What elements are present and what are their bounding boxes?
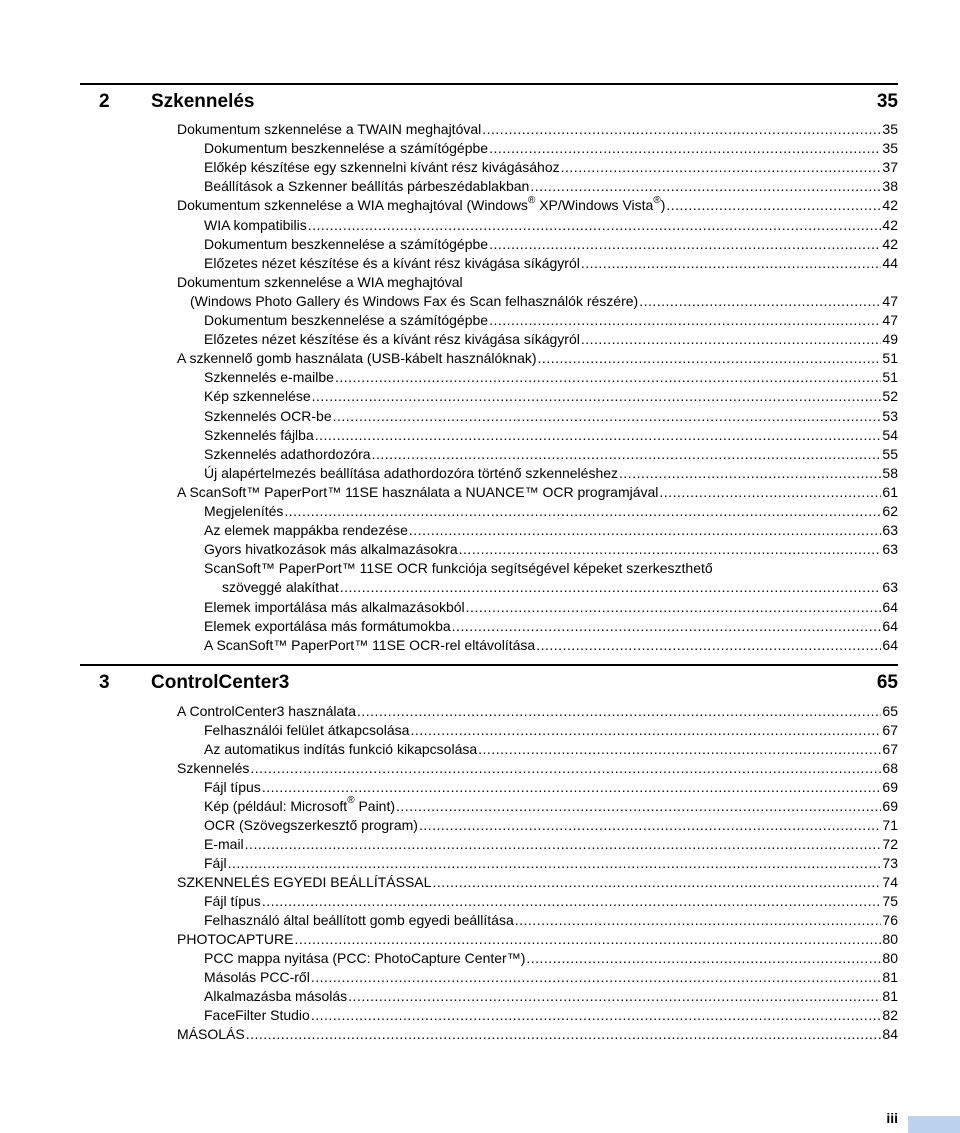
- toc-entry-text: Az elemek mappákba rendezése: [204, 522, 408, 539]
- toc-entry-page: 61: [882, 483, 898, 500]
- toc-entry[interactable]: [204, 598, 898, 617]
- dot-leader: [246, 1025, 882, 1044]
- toc-entry-text: Előzetes nézet készítése és a kívánt rész kivágása síkágyról: [204, 254, 580, 271]
- dot-leader: [311, 1006, 882, 1025]
- toc-entry-page: 63: [882, 579, 898, 596]
- toc-entry[interactable]: [177, 1025, 898, 1044]
- dot-leader: [250, 759, 881, 778]
- toc-entry-text: E-mail: [204, 836, 244, 852]
- toc-entry-page: 42: [882, 235, 898, 252]
- toc-entry[interactable]: [204, 502, 898, 521]
- toc-entry-page: 47: [882, 312, 898, 328]
- toc-entry[interactable]: [204, 835, 898, 854]
- toc-entry-title: [204, 311, 488, 330]
- toc-entry-text: Fájl típus: [204, 893, 261, 909]
- toc-entry-title: [204, 387, 311, 406]
- toc-entry[interactable]: [177, 873, 898, 892]
- toc-entry-page: 74: [882, 874, 898, 890]
- toc-entry[interactable]: [177, 273, 898, 292]
- toc-entry-title: [204, 254, 580, 273]
- toc-entry-text: Szkennelés fájlba: [204, 426, 314, 443]
- toc-entry[interactable]: [204, 177, 898, 196]
- toc-entry-title: [204, 521, 408, 540]
- toc-entry-text: PHOTOCAPTURE: [177, 931, 294, 947]
- toc-entry-page: 51: [882, 350, 898, 367]
- toc-entry-title: [204, 911, 514, 930]
- toc-entry-text: A ScanSoft™ PaperPort™ 11SE OCR-rel eltávolítása: [204, 636, 536, 653]
- registered-mark: ®: [347, 795, 355, 807]
- dot-leader: [228, 854, 882, 873]
- toc-entry-page: 49: [882, 331, 898, 348]
- toc-entry-title: [204, 949, 525, 968]
- toc-entry-page: 64: [882, 598, 898, 615]
- toc-entry-page: 73: [882, 855, 898, 871]
- toc-entry[interactable]: [204, 987, 898, 1006]
- toc-entry-title: [204, 617, 451, 636]
- dot-leader: [294, 930, 881, 949]
- chapter-title: ControlCenter3: [151, 672, 290, 693]
- toc-entry[interactable]: [177, 759, 898, 778]
- chapter-page: 65: [876, 672, 898, 693]
- toc-entry-title: [177, 873, 431, 892]
- page-tab-marker: [908, 1116, 960, 1133]
- dot-leader: [538, 349, 882, 368]
- toc-entry-page: 67: [882, 722, 898, 738]
- toc-entry[interactable]: [204, 968, 898, 987]
- toc-entry[interactable]: [204, 617, 898, 636]
- toc-entry[interactable]: [204, 949, 898, 968]
- dot-leader: [284, 502, 881, 521]
- toc-entry-title: [204, 426, 314, 445]
- dot-leader: [536, 636, 881, 655]
- dot-leader: [333, 407, 882, 426]
- toc-entry-text: Új alapértelmezés beállítása adathordozóra történő szkenneléshez: [204, 464, 619, 481]
- toc-entry-title: [204, 987, 347, 1006]
- toc-entry-text: Az automatikus indítás funkció kikapcsolása: [204, 741, 478, 757]
- dot-leader: [419, 816, 881, 835]
- toc-entry-page: 69: [882, 798, 898, 814]
- dot-leader: [666, 196, 881, 215]
- dot-leader: [478, 740, 881, 759]
- toc-entry-text: Dokumentum beszkennelése a számítógépbe: [204, 235, 489, 252]
- toc-entry[interactable]: [204, 740, 898, 759]
- toc-entry-page: 37: [882, 159, 898, 176]
- toc-entry[interactable]: [204, 158, 898, 177]
- dot-leader: [432, 873, 881, 892]
- toc-entry-page: 62: [882, 503, 898, 519]
- toc-entry[interactable]: [177, 120, 898, 139]
- toc-entry-page: 69: [882, 779, 898, 795]
- page-number: iii: [886, 1110, 898, 1126]
- toc-entry-title: [190, 292, 638, 311]
- toc-entry[interactable]: [204, 559, 898, 578]
- dot-leader: [619, 464, 881, 483]
- toc-entry-title: [204, 740, 477, 759]
- toc-entry-text: (Windows Photo Gallery és Windows Fax és Scan felhasználók részére): [190, 292, 639, 309]
- toc-entry-title: [177, 120, 481, 139]
- toc-entry[interactable]: [177, 483, 898, 502]
- dot-leader: [526, 949, 881, 968]
- toc-entry-title: [204, 636, 535, 655]
- toc-entry-page: 52: [882, 388, 898, 405]
- toc-entry-title: [204, 1006, 310, 1025]
- toc-entry-text: Dokumentum szkennelése a WIA meghajtóval: [177, 273, 463, 290]
- toc-entry-page: 81: [882, 969, 898, 985]
- toc-entry-title: [204, 216, 307, 235]
- toc-entry-title: [222, 578, 339, 597]
- toc-entry-page: 54: [882, 426, 898, 443]
- toc-entry[interactable]: [177, 930, 898, 949]
- toc-entry-text: Előzetes nézet készítése és a kívánt rész kivágása síkágyról: [204, 331, 580, 348]
- registered-mark: ®: [527, 194, 536, 206]
- toc-entry-page: 67: [882, 741, 898, 757]
- toc-entry-title: [204, 721, 409, 740]
- toc-entry-page: 65: [882, 703, 898, 719]
- dot-leader: [581, 330, 882, 349]
- dot-leader: [308, 216, 882, 235]
- dot-leader: [262, 892, 882, 911]
- toc-entry[interactable]: [204, 387, 898, 406]
- toc-entry[interactable]: [204, 330, 898, 349]
- toc-entry[interactable]: [222, 578, 898, 597]
- toc-entry-page: 47: [882, 292, 898, 309]
- toc-entry-page: 38: [882, 178, 898, 195]
- toc-entry-text: ScanSoft™ PaperPort™ 11SE OCR funkciója segítségével képeket szerkeszthető: [204, 560, 713, 577]
- toc-entry-page: 81: [882, 988, 898, 1004]
- toc-entry[interactable]: [204, 892, 898, 911]
- dot-leader: [315, 426, 882, 445]
- toc-entry-text: Szkennelés: [177, 760, 250, 776]
- toc-entry-text: Beállítások a Szkenner beállítás párbeszédablakban: [204, 178, 530, 195]
- toc-entry-page: 35: [882, 140, 898, 157]
- dot-leader: [452, 617, 882, 636]
- dot-leader: [348, 987, 881, 1006]
- dot-leader: [489, 311, 881, 330]
- toc-entry-text: FaceFilter Studio: [204, 1007, 310, 1023]
- toc-entry-page: 75: [882, 893, 898, 909]
- toc-entry-text: Alkalmazásba másolás: [204, 988, 348, 1004]
- dot-leader: [639, 292, 881, 311]
- toc-entry-title: [204, 139, 488, 158]
- toc-entry-text: Gyors hivatkozások más alkalmazásokra: [204, 541, 458, 558]
- toc-entry-title: [177, 759, 249, 778]
- toc-entry-title: [204, 835, 244, 854]
- toc-entry-text: OCR (Szövegszerkesztő program): [204, 817, 418, 833]
- toc-entry-title: [204, 368, 334, 387]
- toc-entry-page: 84: [882, 1026, 898, 1042]
- toc-entry-text: XP/Windows Vista: [535, 197, 654, 214]
- dot-leader: [515, 911, 882, 930]
- toc-entry-text: A szkennelő gomb használata (USB-kábelt használóknak): [177, 350, 537, 367]
- toc-entry[interactable]: [190, 292, 898, 311]
- chapter-rule: [80, 664, 898, 666]
- toc-entry-page: 53: [882, 407, 898, 424]
- toc-entry-title: [204, 177, 529, 196]
- toc-entry[interactable]: [177, 196, 898, 215]
- dot-leader: [482, 120, 881, 139]
- toc-entry-text: Kép szkennelése: [204, 388, 311, 405]
- toc-entry-title: [177, 1025, 245, 1044]
- toc-entry-text: szöveggé alakíthat: [222, 579, 339, 596]
- toc-entry-text: A ControlCenter3 használata: [177, 703, 356, 719]
- toc-entry-title: [204, 816, 418, 835]
- toc-entry-title: [204, 892, 261, 911]
- dot-leader: [312, 387, 882, 406]
- toc-entry-text: Dokumentum szkennelése a TWAIN meghajtóval: [177, 121, 482, 137]
- toc-entry[interactable]: [204, 521, 898, 540]
- toc-entry-title: [204, 502, 283, 521]
- toc-entry[interactable]: [204, 464, 898, 483]
- toc-entry-text: Paint): [354, 798, 396, 814]
- toc-entry-title: [204, 968, 310, 987]
- toc-entry-page: 76: [882, 912, 898, 928]
- toc-entry-text: Elemek exportálása más formátumokba: [204, 617, 451, 634]
- toc-entry[interactable]: [204, 368, 898, 387]
- toc-entry-page: 55: [882, 445, 898, 462]
- toc-entry-page: 44: [882, 254, 898, 271]
- toc-entry-title: [204, 854, 227, 873]
- toc-entry-title: [204, 464, 618, 483]
- toc-entry-title: [177, 349, 537, 368]
- toc-entry-text: Kép (például: Microsoft: [204, 798, 348, 814]
- toc-entry-title: [204, 778, 261, 797]
- chapter-number: 3: [99, 672, 110, 693]
- toc-entry-page: 63: [882, 541, 898, 558]
- dot-leader: [459, 540, 882, 559]
- toc-entry[interactable]: [204, 540, 898, 559]
- dot-leader: [410, 721, 881, 740]
- toc-entry-text: Felhasználói felület átkapcsolása: [204, 722, 410, 738]
- dot-leader: [530, 177, 881, 196]
- toc-entry-title: [204, 330, 580, 349]
- toc-entry-text: MÁSOLÁS: [177, 1026, 245, 1042]
- dot-leader: [335, 368, 881, 387]
- toc-entry-title: [177, 930, 293, 949]
- toc-entry-title: [204, 407, 332, 426]
- toc-entry-page: 72: [882, 836, 898, 852]
- toc-entry-page: 42: [882, 197, 898, 214]
- toc-entry-page: 71: [882, 817, 898, 833]
- toc-entry-title: [177, 702, 356, 721]
- toc-entry-page: 68: [882, 760, 898, 776]
- toc-entry-page: 64: [882, 617, 898, 634]
- chapter-page: 35: [876, 91, 898, 112]
- toc-entry[interactable]: [204, 254, 898, 273]
- dot-leader: [340, 578, 882, 597]
- toc-entry-text: Szkennelés OCR-be: [204, 407, 332, 424]
- toc-entry-page: 42: [882, 216, 898, 233]
- toc-entry[interactable]: [204, 778, 898, 797]
- toc-entry-title: [204, 540, 458, 559]
- toc-entry-text: PCC mappa nyitása (PCC: PhotoCapture Center™): [204, 950, 526, 966]
- toc-entry[interactable]: [204, 235, 898, 254]
- toc-entry-title: [204, 235, 488, 254]
- toc-entry-title: [204, 158, 560, 177]
- toc-entry-title: [204, 559, 713, 578]
- toc-entry-text: Dokumentum beszkennelése a számítógépbe: [204, 312, 489, 328]
- toc-entry-text: Előkép készítése egy szkennelni kívánt rész kivágásához: [204, 159, 560, 176]
- chapter-number: 2: [99, 91, 110, 112]
- dot-leader: [581, 254, 882, 273]
- toc-entry[interactable]: [177, 349, 898, 368]
- toc-entry[interactable]: [204, 816, 898, 835]
- toc-entry-page: 63: [882, 522, 898, 539]
- toc-entry-page: 35: [882, 121, 898, 137]
- toc-entry-text: ): [660, 197, 666, 214]
- toc-entry-page: 80: [882, 931, 898, 947]
- toc-entry[interactable]: [204, 797, 898, 816]
- dot-leader: [311, 968, 882, 987]
- toc-entry-title: [177, 196, 665, 215]
- toc-entry-text: Szkennelés adathordozóra: [204, 445, 371, 462]
- dot-leader: [561, 158, 882, 177]
- toc-entry[interactable]: [204, 854, 898, 873]
- toc-entry-title: [204, 598, 465, 617]
- registered-mark: ®: [653, 194, 661, 206]
- toc-entry-text: A ScanSoft™ PaperPort™ 11SE használata a NUANCE™ OCR programjával: [177, 483, 659, 500]
- dot-leader: [489, 235, 881, 254]
- toc-entry-text: Dokumentum beszkennelése a számítógépbe: [204, 140, 489, 157]
- toc-entry-text: Elemek importálása más alkalmazásokból: [204, 598, 465, 615]
- dot-leader: [245, 835, 882, 854]
- toc-entry-page: 64: [882, 636, 898, 653]
- toc-entry[interactable]: [204, 911, 898, 930]
- toc-entry[interactable]: [204, 426, 898, 445]
- toc-entry-text: Megjelenítés: [204, 503, 284, 519]
- toc-entry[interactable]: [204, 311, 898, 330]
- toc-entry-page: 82: [882, 1007, 898, 1023]
- toc-entry-title: [204, 797, 395, 816]
- dot-leader: [357, 702, 881, 721]
- toc-entry[interactable]: [204, 636, 898, 655]
- dot-leader: [659, 483, 881, 502]
- toc-entry[interactable]: [177, 702, 898, 721]
- dot-leader: [466, 598, 882, 617]
- dot-leader: [396, 797, 881, 816]
- toc-entry-title: [204, 445, 371, 464]
- toc-entry-text: Felhasználó által beállított gomb egyedi beállítása: [204, 912, 514, 928]
- toc-entry-text: Szkennelés e-mailbe: [204, 369, 334, 386]
- toc-entry-text: Fájl típus: [204, 779, 261, 795]
- toc-entry[interactable]: [204, 139, 898, 158]
- toc-entry[interactable]: [204, 721, 898, 740]
- chapter-rule: [80, 83, 898, 85]
- toc-entry[interactable]: [204, 407, 898, 426]
- dot-leader: [489, 139, 881, 158]
- toc-entry-page: 58: [882, 464, 898, 481]
- toc-entry-text: WIA kompatibilis: [204, 216, 307, 233]
- toc-entry[interactable]: [204, 445, 898, 464]
- dot-leader: [372, 445, 882, 464]
- toc-entry-text: Másolás PCC-ről: [204, 969, 310, 985]
- toc-entry-text: SZKENNELÉS EGYEDI BEÁLLÍTÁSSAL: [177, 874, 432, 890]
- dot-leader: [409, 521, 882, 540]
- toc-entry[interactable]: [204, 216, 898, 235]
- toc-entry-title: [177, 273, 463, 292]
- toc-entry-text: Fájl: [204, 855, 227, 871]
- toc-entry-page: 51: [882, 369, 898, 386]
- toc-entry[interactable]: [204, 1006, 898, 1025]
- toc-entry-title: [177, 483, 658, 502]
- toc-entry-page: 80: [882, 950, 898, 966]
- chapter-title: Szkennelés: [151, 91, 255, 112]
- toc-entry-text: Dokumentum szkennelése a WIA meghajtóval (Windows: [177, 197, 528, 214]
